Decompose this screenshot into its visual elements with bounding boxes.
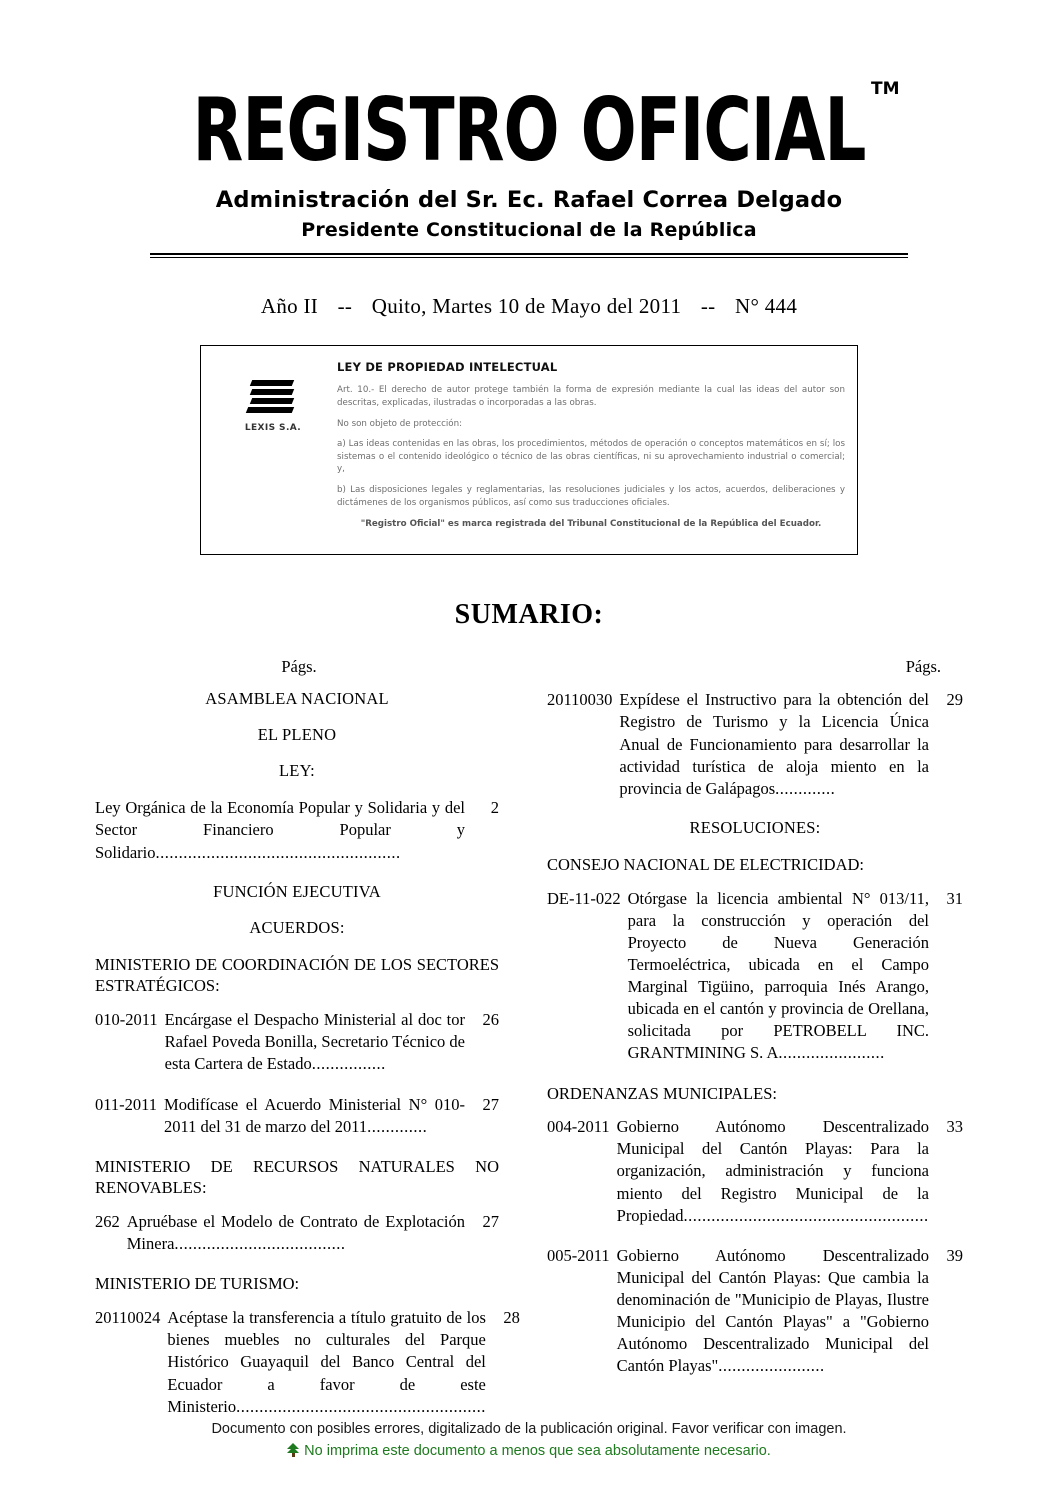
entry-page: 27	[482, 1212, 499, 1232]
entry-text	[127, 1211, 465, 1255]
lexis-logo-block	[213, 360, 333, 544]
entry-text	[617, 1245, 929, 1378]
notice-paragraph-4: b) Las disposiciones legales y reglamentarias, las resoluciones judiciales y los actos, acuerdos, deliberaciones y dictámenes de los organismos públicos, así como sus traducciones oficiales.	[337, 484, 845, 508]
pags-label-right-wrap	[529, 657, 963, 677]
notice-trademark-line: "Registro Oficial" es marca registrada del Tribunal Constitucional de la República del Ecuador.	[360, 519, 822, 530]
president-line: Presidente Constitucional de la República	[301, 219, 757, 242]
entry-body-text: Apruébase el Modelo de Contrato de Explotación Minera	[126, 1212, 465, 1254]
list-item[interactable]	[547, 1245, 963, 1378]
issue-place-date: Quito, Martes 10 de Mayo del 2011	[371, 294, 682, 319]
entry-dots: .............	[367, 1116, 428, 1136]
entry-body-text: Modifícase el Acuerdo Ministerial N° 010-2011 del 31 de marzo del 2011	[164, 1094, 465, 1136]
lexis-logo-icon	[245, 378, 301, 418]
entry-text	[164, 1094, 465, 1138]
heading-resoluciones: RESOLUCIONES:	[689, 817, 821, 837]
heading-ordenanzas-municipales: ORDENANZAS MUNICIPALES:	[547, 1083, 777, 1103]
entry-body-text: Expídese el Instructivo para la obtención del Registro de Turismo y la Licencia Única Anual de Funcionamiento para desarrollar la actividad turística de aloja miento en la provincia de Galápagos	[619, 690, 929, 798]
entry-page: 39	[946, 1245, 963, 1265]
entry-page: 27	[482, 1094, 499, 1114]
entry-number: 004-2011	[547, 1117, 610, 1137]
issue-separator-2: --	[700, 294, 716, 319]
entry-body-text: Gobierno Autónomo Descentralizado Municipal del Cantón Playas: Que cambia la denominación de "Municipio de Playas, Ilustre Municipio del Cantón Playas" a "Gobierno Autónomo Descentralizado Municipal del Cantón Playas"	[616, 1245, 929, 1376]
pags-label-right: Págs.	[905, 657, 941, 677]
entry-dots: .......................	[718, 1356, 825, 1376]
list-item[interactable]	[547, 689, 963, 800]
list-item[interactable]	[95, 1094, 499, 1138]
publication-title	[192, 78, 900, 182]
entry-dots: .............	[775, 778, 836, 798]
entry-dots: .....................................	[174, 1234, 346, 1254]
entry-dots: ......................................................	[236, 1396, 486, 1416]
administration-line: Administración del Sr. Ec. Rafael Correa Delgado	[215, 187, 843, 214]
entry-number: 005-2011	[547, 1245, 610, 1265]
list-item[interactable]	[95, 1307, 520, 1418]
notice-paragraph-1: Art. 10.- El derecho de autor protege también la forma de expresión mediante la cual las ideas del autor son descritas, explicadas, ilustradas o incorporadas a las obras.	[337, 385, 845, 408]
entry-number: 20110030	[547, 690, 613, 710]
sumario-column-left	[95, 689, 529, 1435]
notice-text-block	[333, 360, 845, 544]
notice-paragraph-2: No son objeto de protección:	[337, 418, 463, 429]
heading-ley: LEY:	[279, 761, 315, 781]
pags-label-left: Págs.	[281, 657, 317, 677]
heading-acuerdos: ACUERDOS:	[249, 917, 345, 937]
notice-paragraph-3: a) Las ideas contenidas en las obras, los procedimientos, métodos de operación o conceptos matemáticos en sí; los sistemas o el contenido ideológico o técnico de las obras científicas, ni su aprovechamiento industrial o comercial; y,	[337, 439, 845, 475]
masthead	[95, 0, 963, 241]
issue-separator-1: --	[337, 294, 353, 319]
entry-number: 011-2011	[95, 1094, 158, 1114]
entry-text	[628, 888, 929, 1065]
entry-dots: .....................................................	[155, 842, 401, 862]
footer-eco-note-wrap	[0, 1443, 1058, 1459]
entry-page: 2	[490, 798, 499, 818]
heading-el-pleno: EL PLENO	[257, 725, 337, 745]
issue-line	[95, 294, 963, 319]
entry-page: 28	[503, 1308, 520, 1328]
sumario-title: SUMARIO:	[454, 599, 604, 631]
entry-body-text: Encárgase el Despacho Ministerial al doc tor Rafael Poveda Bonilla, Secretario Técnico de esta Cartera de Estado	[164, 1010, 465, 1074]
tree-icon	[287, 1443, 300, 1457]
heading-funcion-ejecutiva: FUNCIÓN EJECUTIVA	[213, 881, 381, 901]
entry-text	[167, 1307, 486, 1418]
entry-dots: .......................	[778, 1043, 885, 1063]
entry-body-text: Acéptase la transferencia a título gratuito de los bienes muebles no culturales del Parque Histórico Guayaquil del Banco Central del Ecuador a favor de este Ministerio	[167, 1308, 486, 1416]
heading-consejo-electricidad: CONSEJO NACIONAL DE ELECTRICIDAD:	[547, 854, 864, 874]
issue-year: Año II	[260, 294, 319, 319]
entry-body-text: Otórgase la licencia ambiental N° 013/11, para la construcción y operación del Proyecto de Nueva Generación Termoeléctrica, ubicada en el Campo Marginal Tigüino, parroquia Inés Arango, ubicada en el cantón y provincia de Orellana, solicitada por PETROBELL INC. GRANTMINING S. A	[627, 888, 929, 1063]
list-item[interactable]	[547, 888, 963, 1065]
entry-text	[617, 1116, 929, 1227]
entry-page: 33	[946, 1117, 963, 1137]
list-item[interactable]	[95, 1211, 499, 1255]
trademark-mark: TM	[870, 78, 900, 99]
pags-label-left-wrap	[95, 657, 529, 677]
entry-body-text: Ley Orgánica de la Economía Popular y Solidaria y del Sector Financiero Popular y Solidario	[95, 798, 465, 862]
entry-number: DE-11-022	[547, 888, 621, 908]
page-footer	[0, 1421, 1058, 1459]
sumario-columns	[95, 689, 963, 1435]
list-item[interactable]	[547, 1116, 963, 1227]
entry-text	[95, 797, 465, 863]
entry-dots: ................	[311, 1054, 386, 1074]
footer-eco-note: No imprima este documento a menos que sea absolutamente necesario.	[304, 1443, 771, 1459]
entry-number: 262	[95, 1212, 120, 1232]
heading-ministerio-turismo: MINISTERIO DE TURISMO:	[95, 1274, 300, 1294]
entry-page: 31	[946, 888, 963, 908]
header-divider	[150, 253, 908, 258]
entry-body-text: Gobierno Autónomo Descentralizado Municipal del Cantón Playas: Para la organización, administración y funciona miento del Registro Municipal de la Propiedad	[616, 1117, 929, 1225]
footer-disclaimer: Documento con posibles errores, digitalizado de la publicación original. Favor verificar con imagen.	[211, 1421, 847, 1437]
heading-ministerio-coordinacion: MINISTERIO DE COORDINACIÓN DE LOS SECTORES ESTRATÉGICOS:	[95, 954, 499, 996]
heading-asamblea-nacional: ASAMBLEA NACIONAL	[205, 689, 389, 709]
list-item[interactable]	[95, 1009, 499, 1075]
entry-number: 20110024	[95, 1308, 161, 1328]
heading-ministerio-recursos: MINISTERIO DE RECURSOS NATURALES NO RENOVABLES:	[95, 1156, 499, 1198]
list-item[interactable]	[95, 797, 499, 863]
entry-page: 29	[946, 690, 963, 710]
sumario-column-right	[529, 689, 963, 1435]
pags-header-row	[95, 657, 963, 677]
intellectual-property-notice	[200, 345, 858, 555]
entry-text	[619, 689, 929, 800]
entry-dots: .....................................................	[683, 1205, 929, 1225]
notice-title: LEY DE PROPIEDAD INTELECTUAL	[337, 360, 558, 375]
issue-number: N° 444	[735, 294, 798, 319]
entry-text	[165, 1009, 465, 1075]
lexis-logo-label: LEXIS S.A.	[244, 423, 302, 434]
publication-title-text: REGISTRO OFICIAL	[192, 79, 866, 182]
entry-number: 010-2011	[95, 1010, 158, 1030]
entry-page: 26	[482, 1010, 499, 1030]
